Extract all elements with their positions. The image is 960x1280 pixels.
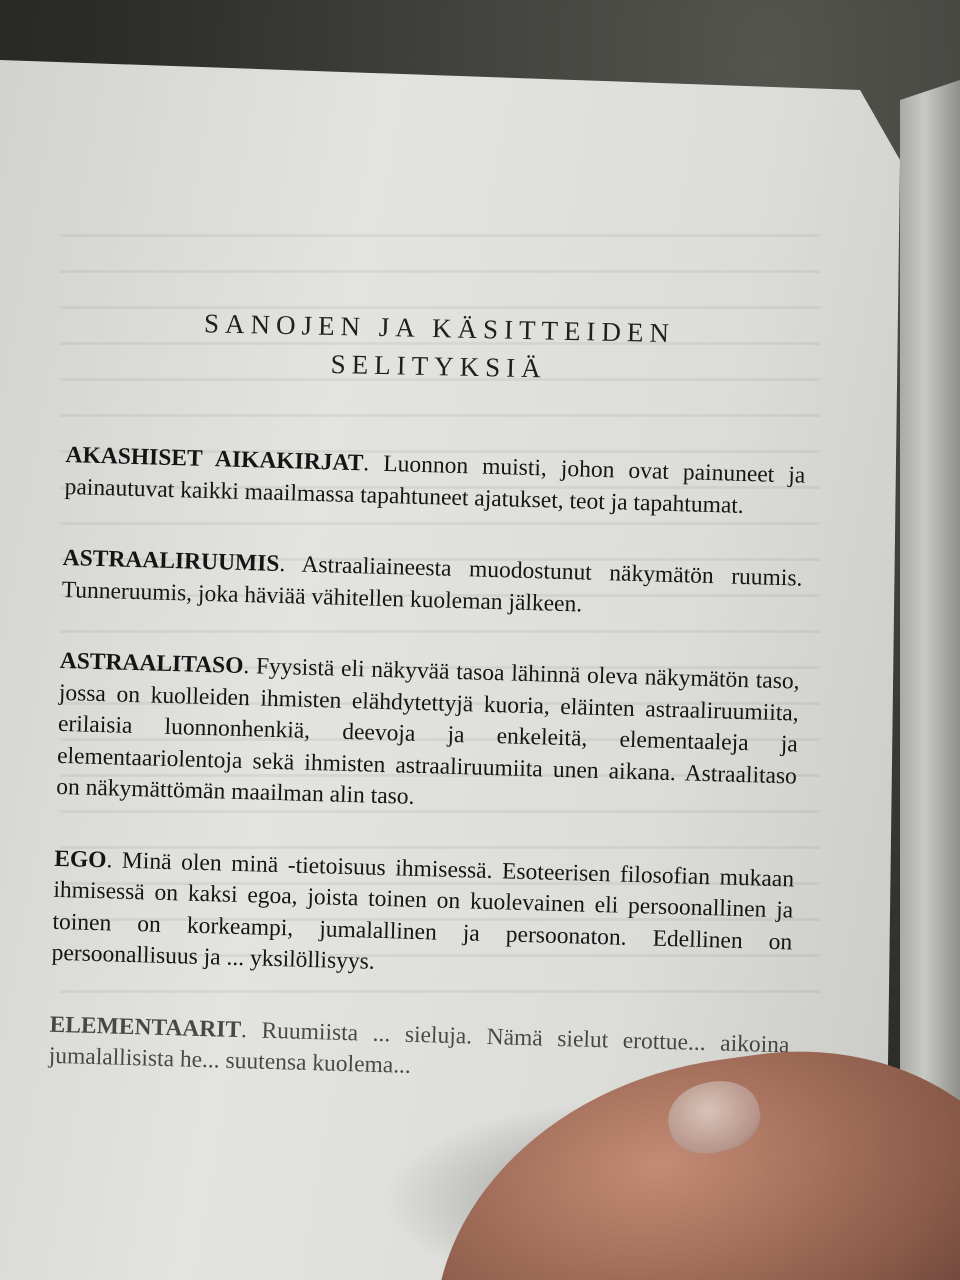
entry-term: AKASHISET AIKAKIRJAT xyxy=(65,441,364,477)
heading-line-1: SANOJEN JA KÄSITTEIDEN xyxy=(203,308,676,349)
entry-definition: . Minä olen minä -tietoisuus ihmisessä. Esoteerisen filosofian mukaan ihmisessä on kaksi egoa, joista toinen on kuolevainen eli persoonallinen ja toinen on korkeampi, jumalallinen ja persoonaton. Edellinen on persoonallisuus ja ... yksilöllisyys. xyxy=(51,846,795,975)
glossary-entries xyxy=(47,440,805,1133)
entry-term: ASTRAALIRUUMIS xyxy=(62,544,280,578)
entry-term: EGO xyxy=(53,845,107,873)
heading-line-2: SELITYKSIÄ xyxy=(330,348,548,384)
entry-definition: . Luonnon muisti, johon ovat painuneet ja painautuvat kaikki maailmassa tapahtuneet ajatukset, teot ja tapahtumat. xyxy=(64,450,806,519)
entry-definition: . Astraaliaineesta muodostunut näkymätön ruumis. Tunneruumis, joka häviää vähitellen kuoleman jälkeen. xyxy=(61,551,803,617)
glossary-entry xyxy=(56,646,800,824)
glossary-entry xyxy=(51,843,794,990)
entry-term: ASTRAALITASO xyxy=(59,647,244,680)
entry-term: ELEMENTAARIT xyxy=(49,1011,242,1043)
entry-definition: . Fyysistä eli näkyvää tasoa lähinnä oleva näkymätön taso, jossa on kuolleiden ihmisten elähdytettyjä kuoria, eläinten astraaliruumiita, erilaisia luonnonhenkiä, deevoja ja enkeleitä, elementaaleja ja elementaariolentoja sekä ihmisten astraaliruumiita unen aikana. Astraalitaso on näkymättömän maailman alin taso. xyxy=(55,653,800,810)
entry-definition: . Ruumiista ... sieluja. Nämä sielut erottue... aikoina jumalallisista he... suutensa kuolema... xyxy=(48,1016,790,1079)
glossary-entry xyxy=(61,543,802,627)
